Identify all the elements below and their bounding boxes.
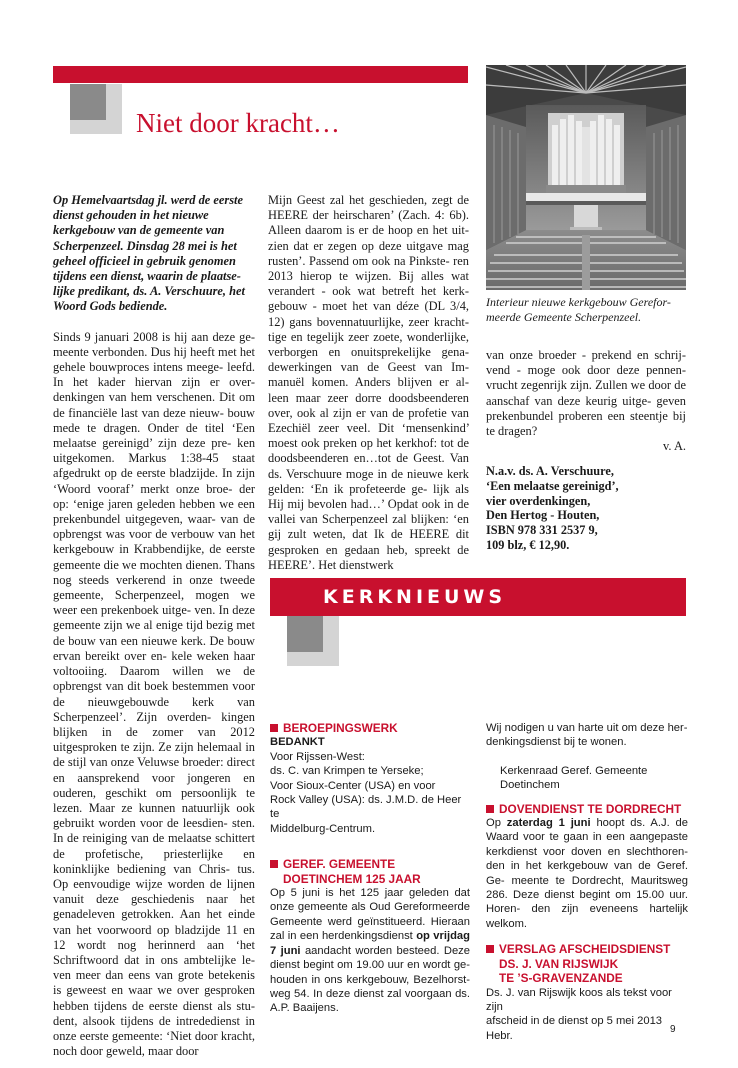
text-line: sten. In de reiniging van de melaatse bbox=[53, 816, 255, 846]
article-intro: Op Hemelvaartsdag jl. werd de eerste dienst gehouden in het nieuwe kerkgebouw van de gemeente van Scherpenzeel. Dinsdag 28 mei is het geheel officieel in gebruik genomen tijdens een dienst, waarin de plaatse- lijke predikant, ds. A. Verschuure, het Woord Gods bediende. bbox=[53, 193, 245, 314]
text-line: dienen. Thans nog steeds verkerend in bbox=[53, 557, 255, 587]
text-line: direct en aansprekend voor jongeren bbox=[53, 755, 255, 785]
text-line: de eerste gemeente die we mochten bbox=[53, 542, 255, 572]
text-line: kingen blijken in de zomer van 2012 bbox=[53, 709, 255, 739]
text-line: 11 en 12 wordt nog herinnerd aan ‘het bbox=[53, 922, 255, 952]
text-line: kele weken haar voltooiing. Daarom bbox=[53, 648, 255, 679]
text-line: in onze eerste gemeente: ‘Niet door bbox=[53, 1013, 255, 1043]
text-line: mogen we weer een prekenboek uitge- bbox=[53, 588, 255, 618]
text-line: spreekt de HEERE’. Het dienstwerk bbox=[268, 542, 470, 572]
text-line: Alleen daarom is er de hoop en het uit- bbox=[268, 223, 469, 238]
news-column-right: Wij nodigen u van harte uit om deze her- denkingsdienst bij te wonen. Kerkenraad Geref. Gemeente Doetinchem DOVENDIENST TE DORDRECHT Op zaterdag 1 juni hoopt ds. A.J. de Waard voor te gaan in een aangepaste kerkdienst voor doven en slechthoren- den in het kerkgebouw van de Geref. Ge- meente te Dordrecht, Mauritsweg 286. Deze dienst begint om 15.00 uur. Horen- den zijn eveneens hartelijk welkom. VERSLAG AFSCHEIDSDIENST DS. J. VAN RIJSWIJK TE ’S-GRAVENZANDE Ds. J. van Rijswijk koos als tekst voor zijn afscheid in de dienst op 5 mei 2013 Hebr. bbox=[486, 722, 689, 1042]
text-line: Van ds. Verschuure moge in de nieuwe bbox=[268, 451, 469, 481]
text-line: meente verbonden. Dus hij heeft met bbox=[53, 344, 237, 359]
text-line: Ezechiël zeer veel. Dit ‘mensenkind’ bbox=[268, 421, 469, 436]
kerkenraad-signature: Kerkenraad Geref. Gemeente bbox=[500, 764, 648, 777]
text-line: ken uitgekomen. Markus 1:38-45 staat bbox=[53, 436, 256, 466]
text-line: ‘Een melaatse gereinigd’ zijn deze pre- bbox=[53, 420, 255, 451]
text-line: willen we de opbrengst van dit boek bbox=[53, 664, 255, 694]
article-body bbox=[268, 193, 469, 573]
text-line: Schriftwoord dat in ons ambtelijke le- bbox=[53, 952, 255, 967]
article-column-2 bbox=[268, 193, 469, 573]
text-line: ven. In deze gemeente zijn we al enige bbox=[53, 603, 256, 633]
text-line: om de financiële last van deze nieuw- bbox=[53, 390, 255, 420]
text-line: tijd bezig met de bouw van een nieuwe bbox=[53, 618, 255, 648]
text-line: tige en tegelijk zeer zoete, wonderlijke, bbox=[268, 329, 469, 344]
text-line: ven meer dan eens van grote betekenis bbox=[53, 968, 255, 983]
kerknieuws-decor-light bbox=[287, 652, 339, 666]
text-line: onze tweede gemeente, Scherpenzeel, bbox=[53, 572, 255, 603]
text-line: bouw mede te dragen. Onder de titel bbox=[53, 405, 255, 435]
text-line: afgedrukt op de eerste bladzijde. In bbox=[53, 466, 233, 481]
news-heading-afscheid: VERSLAG AFSCHEIDSDIENST bbox=[486, 942, 688, 956]
text-line: dewerkingen van de Geest van Im- bbox=[268, 360, 469, 375]
title-decor-square bbox=[70, 84, 106, 120]
article-column-3 bbox=[486, 348, 686, 454]
text-line: te lezen. Maar ze kunnen natuurlijk bbox=[53, 785, 255, 815]
news-subheading: BEDANKT bbox=[270, 736, 325, 749]
text-line: over, ook al zijn er van de profetie van bbox=[268, 405, 469, 420]
text-line: gebouw - moet het van déze (DL 3/4, bbox=[268, 299, 469, 314]
article-body: van onze broeder - prekend en schrij- vend - moge ook door deze pennen- vrucht zegenrijk zijn. Zullen we door de aanschaf van deze keurig uitge- geven prekenbundel proberen een steentje bij te dragen? bbox=[486, 348, 686, 439]
text-line: zien dat er zegen op deze uitgave mag bbox=[268, 238, 469, 253]
bullet-square-icon bbox=[486, 945, 494, 953]
church-interior-photo bbox=[486, 65, 686, 290]
text-line: Sinds 9 januari 2008 is hij aan deze ge- bbox=[53, 329, 255, 344]
article-column-1 bbox=[53, 193, 255, 1059]
text-line: lijnen vanuit deze geschiedenis naar bbox=[53, 876, 255, 907]
news-heading-beroepingswerk: BEROEPINGSWERK bbox=[270, 721, 470, 735]
text-line: leen maar zeer dorre doodsbeenderen bbox=[268, 390, 469, 405]
kerknieuws-title: KERKNIEUWS bbox=[323, 586, 507, 608]
title-decor-light bbox=[70, 120, 122, 134]
text-line: en ouderen, geschikt om persoonlijk bbox=[53, 770, 255, 800]
text-line: hebben tijdens de eerste dienst als stu- bbox=[53, 998, 255, 1013]
kerknieuws-decor-square bbox=[287, 616, 323, 652]
text-line: van het kerkgebouw in Krabbendijke, bbox=[53, 527, 255, 557]
text-line: blijken: ‘en gij zult weten, dat Ik de bbox=[268, 512, 469, 542]
text-line: van de opbrengst was voor de verbouw bbox=[53, 512, 255, 542]
news-heading-dovendienst: DOVENDIENST TE DORDRECHT bbox=[486, 802, 688, 816]
text-line: dent, alsook tijdens de intrededienst bbox=[53, 1013, 240, 1028]
text-line: kerk. De bouw ervan bereikt over en- bbox=[53, 633, 255, 663]
text-line: ook gebruikt worden voor de leesdien- bbox=[53, 800, 255, 831]
text-line: denkingen van hem verschenen. Dit bbox=[53, 390, 236, 405]
text-line: manuël komen. Anders blijven er al- bbox=[268, 375, 469, 390]
news-body-dovendienst: Op zaterdag 1 juni hoopt ds. A.J. de Waard voor te gaan in een aangepaste kerkdienst voor doven en slechthoren- den in het kerkgebouw van de Geref. Ge- meente te Dordrecht, Mauritsweg 286. Deze dienst begint om 15.00 uur. Horen- den zijn eveneens hartelijk welkom. bbox=[486, 817, 689, 930]
text-line: lijk als Hij mij bevolen had…’ Opdat bbox=[268, 481, 469, 512]
text-line: het gehele bouwproces intens meege- bbox=[53, 344, 255, 375]
text-line: HEERE der heirscharen’ (Zach. 4: 6b). bbox=[268, 208, 469, 223]
text-line: einde van het voorwoord op bladzijde bbox=[53, 907, 255, 937]
text-line: in de stijl van onze Veluwse broeder: bbox=[53, 740, 255, 770]
text-line: moest ook preken op het kerkhof: tot bbox=[268, 436, 454, 451]
news-body-jubileum: Op 5 juni is het 125 jaar geleden dat onze gemeente als Oud Gereformeerde Gemeente werd geïnstitueerd. Hieraan zal in een herdenkingsdienst op vrijdag 7 juni aandacht worden besteed. Deze dienst begint om 19.00 uur en wordt ge- houden in ons kerkgebouw, Bezelhorst- weg 54. In deze dienst zal voorgaan ds. A.P. Baaijens. bbox=[270, 887, 470, 1015]
text-line: schittert de profetische, priesterlijke bbox=[53, 831, 255, 861]
text-line: rusten’. Passend om ook na Pinkste- bbox=[268, 253, 450, 268]
text-line: tus. Op eenvoudige wijze worden de bbox=[53, 861, 255, 891]
text-line: 12) gans bovennatuurlijke, zeer kracht- bbox=[268, 314, 469, 329]
news-column-left: BEROEPINGSWERK BEDANKT Voor Rijssen-West: ds. C. van Krimpen te Yerseke; Voor Sioux-Center (USA) en voor Rock Valley (USA): ds. J.M.D. de Heer te Middelburg-Centrum. GEREF. GEMEENTE DOETINCHEM 125 JAAR Op 5 juni is het 125 jaar geleden dat onze gemeente als Oud Gereformeerde Gemeente werd geïnstitueerd. Hieraan zal in een herdenkingsdienst op vrijdag 7 juni aandacht worden besteed. Deze dienst begint om 19.00 uur en wordt ge- houden in ons kerkgebouw, Bezelhorst- weg 54. In deze dienst zal voorgaan ds. A.P. Baaijens. bbox=[270, 721, 470, 1015]
text-line: der op: ‘enige jaren geleden hebben we bbox=[53, 481, 255, 511]
news-heading-jubileum: GEREF. GEMEENTE bbox=[270, 857, 470, 871]
bullet-square-icon bbox=[270, 724, 278, 732]
bullet-square-icon bbox=[270, 860, 278, 868]
text-line: HEERE dit gesproken en gedaan heb, bbox=[268, 527, 469, 557]
text-line: een prekenbundel uitgegeven, waar- bbox=[53, 496, 255, 527]
text-line: en koninklijke bediening van Chris- bbox=[53, 846, 255, 876]
text-line: kerk gelden: ‘En ik profeteerde ge- bbox=[268, 466, 469, 496]
author-signature: v. A. bbox=[663, 439, 686, 454]
text-line: kracht, noch door geweld, maar door bbox=[53, 1028, 255, 1059]
page-title: Niet door kracht… bbox=[136, 108, 340, 138]
text-line: verandert - ook wat betreft het kerk- bbox=[268, 284, 469, 299]
text-line: leefd. In het kader hiervan zijn er over- bbox=[53, 360, 255, 390]
page-number: 9 bbox=[670, 1024, 676, 1035]
text-line: bestemmen voor de nieuwgebouwde bbox=[53, 679, 256, 709]
text-line: zijn ‘Woord vooraf’ merkt onze broe- bbox=[53, 466, 255, 496]
title-bar bbox=[53, 66, 468, 83]
text-line: het genadeleven getrokken. Aan het bbox=[53, 892, 255, 922]
bullet-square-icon bbox=[486, 805, 494, 813]
text-line: is geweest en waar we over gesproken bbox=[53, 983, 255, 998]
article-body bbox=[53, 330, 255, 1060]
text-line: kerk van Scherpenzeel’. Zijn overden- bbox=[53, 694, 255, 724]
book-info: N.a.v. ds. A. Verschuure, ‘Een melaatse gereinigd’, vier overdenkingen, Den Hertog - Houten, ISBN 978 331 2537 9, 109 blz, € 12,90. bbox=[486, 464, 619, 552]
text-line: uitgesproken te zijn. Ze zijn helemaal bbox=[53, 740, 242, 755]
photo-caption: Interieur nieuwe kerkgebouw Gerefor- meerde Gemeente Scherpenzeel. bbox=[486, 295, 671, 324]
text-line: verborgen en onuitsprekelijke gena- bbox=[268, 345, 469, 360]
text-line: ook in de vallei van Scherpenzeel zal bbox=[268, 497, 469, 527]
text-line: de doodsbeenderen en…tot de Geest. bbox=[268, 436, 469, 466]
text-line: ren 2013 hierop te wijzen. Bij alles wat bbox=[268, 253, 469, 284]
text-line: Mijn Geest zal het geschieden, zegt de bbox=[268, 193, 469, 207]
